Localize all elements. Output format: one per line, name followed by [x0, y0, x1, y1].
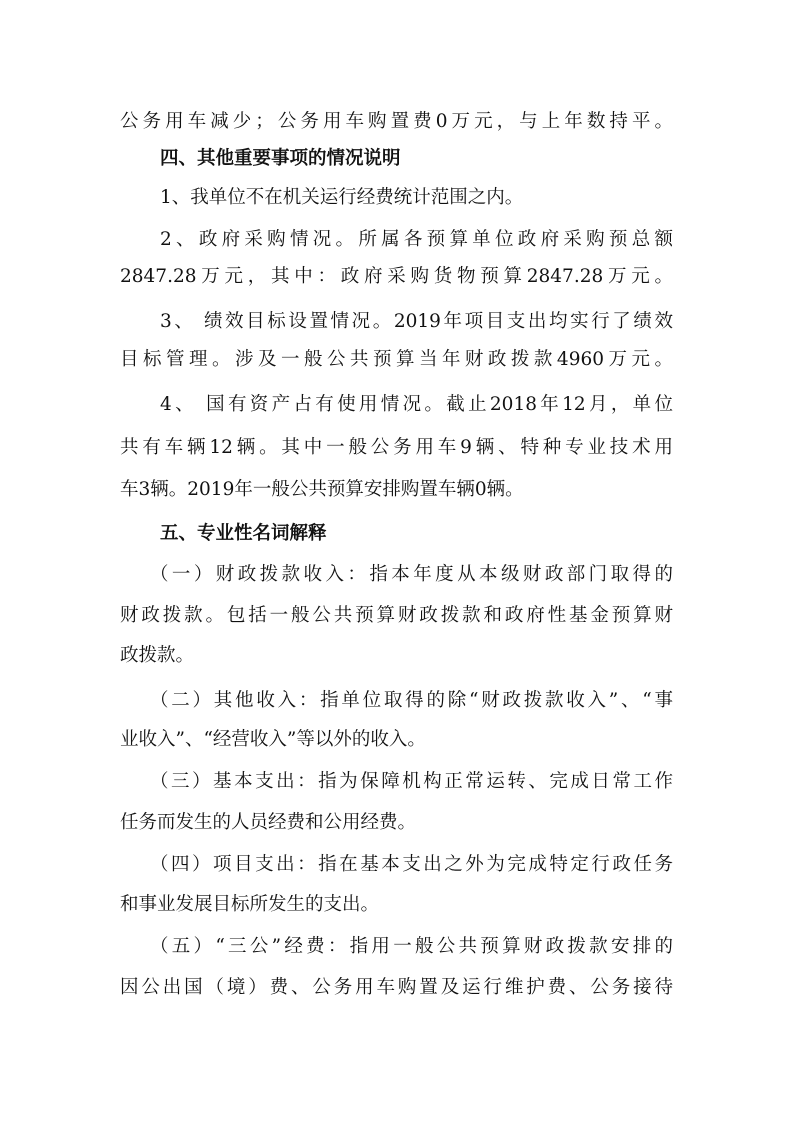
- paragraph-line: （一）财政拨款收入：指本年度从本级财政部门取得的: [150, 564, 673, 585]
- paragraph-line: 目标管理。涉及一般公共预算当年财政拨款4960万元。: [120, 349, 673, 370]
- paragraph-line: 政拨款。: [120, 645, 195, 666]
- paragraph-line: 共有车辆12辆。其中一般公务用车9辆、特种专业技术用: [120, 437, 673, 458]
- paragraph-line: （三）基本支出：指为保障机构正常运转、完成日常工作: [150, 771, 673, 792]
- paragraph-line: （四）项目支出：指在基本支出之外为完成特定行政任务: [150, 854, 673, 875]
- paragraph-line: 公务用车减少；公务用车购置费0万元，与上年数持平。: [120, 111, 673, 132]
- paragraph-line: 业收入”、“经营收入”等以外的收入。: [120, 729, 426, 750]
- section-heading-terms: 五、专业性名词解释: [160, 523, 327, 544]
- paragraph-line: 车3辆。2019年一般公共预算安排购置车辆0辆。: [120, 479, 524, 500]
- paragraph-line: 财政拨款。包括一般公共预算财政拨款和政府性基金预算财: [120, 605, 673, 626]
- paragraph-line: 2、政府采购情况。所属各预算单位政府采购预总额: [160, 229, 673, 250]
- paragraph-line: 2847.28万元，其中：政府采购货物预算2847.28万元。: [120, 266, 673, 287]
- paragraph-line: （五）“三公”经费：指用一般公共预算财政拨款安排的: [150, 936, 673, 957]
- paragraph-line: 3、 绩效目标设置情况。2019年项目支出均实行了绩效: [160, 311, 673, 332]
- paragraph-line: 因公出国（境）费、公务用车购置及运行维护费、公务接待: [120, 977, 673, 998]
- paragraph-line: （二）其他收入：指单位取得的除“财政拨款收入”、“事: [150, 690, 673, 711]
- paragraph-line: 1、我单位不在机关运行经费统计范围之内。: [160, 187, 524, 208]
- paragraph-line: 任务而发生的人员经费和公用经费。: [120, 812, 417, 833]
- paragraph-line: 和事业发展目标所发生的支出。: [120, 894, 380, 915]
- section-heading-other-matters: 四、其他重要事项的情况说明: [160, 148, 401, 169]
- paragraph-line: 4、 国有资产占有使用情况。截止2018年12月，单位: [160, 394, 673, 415]
